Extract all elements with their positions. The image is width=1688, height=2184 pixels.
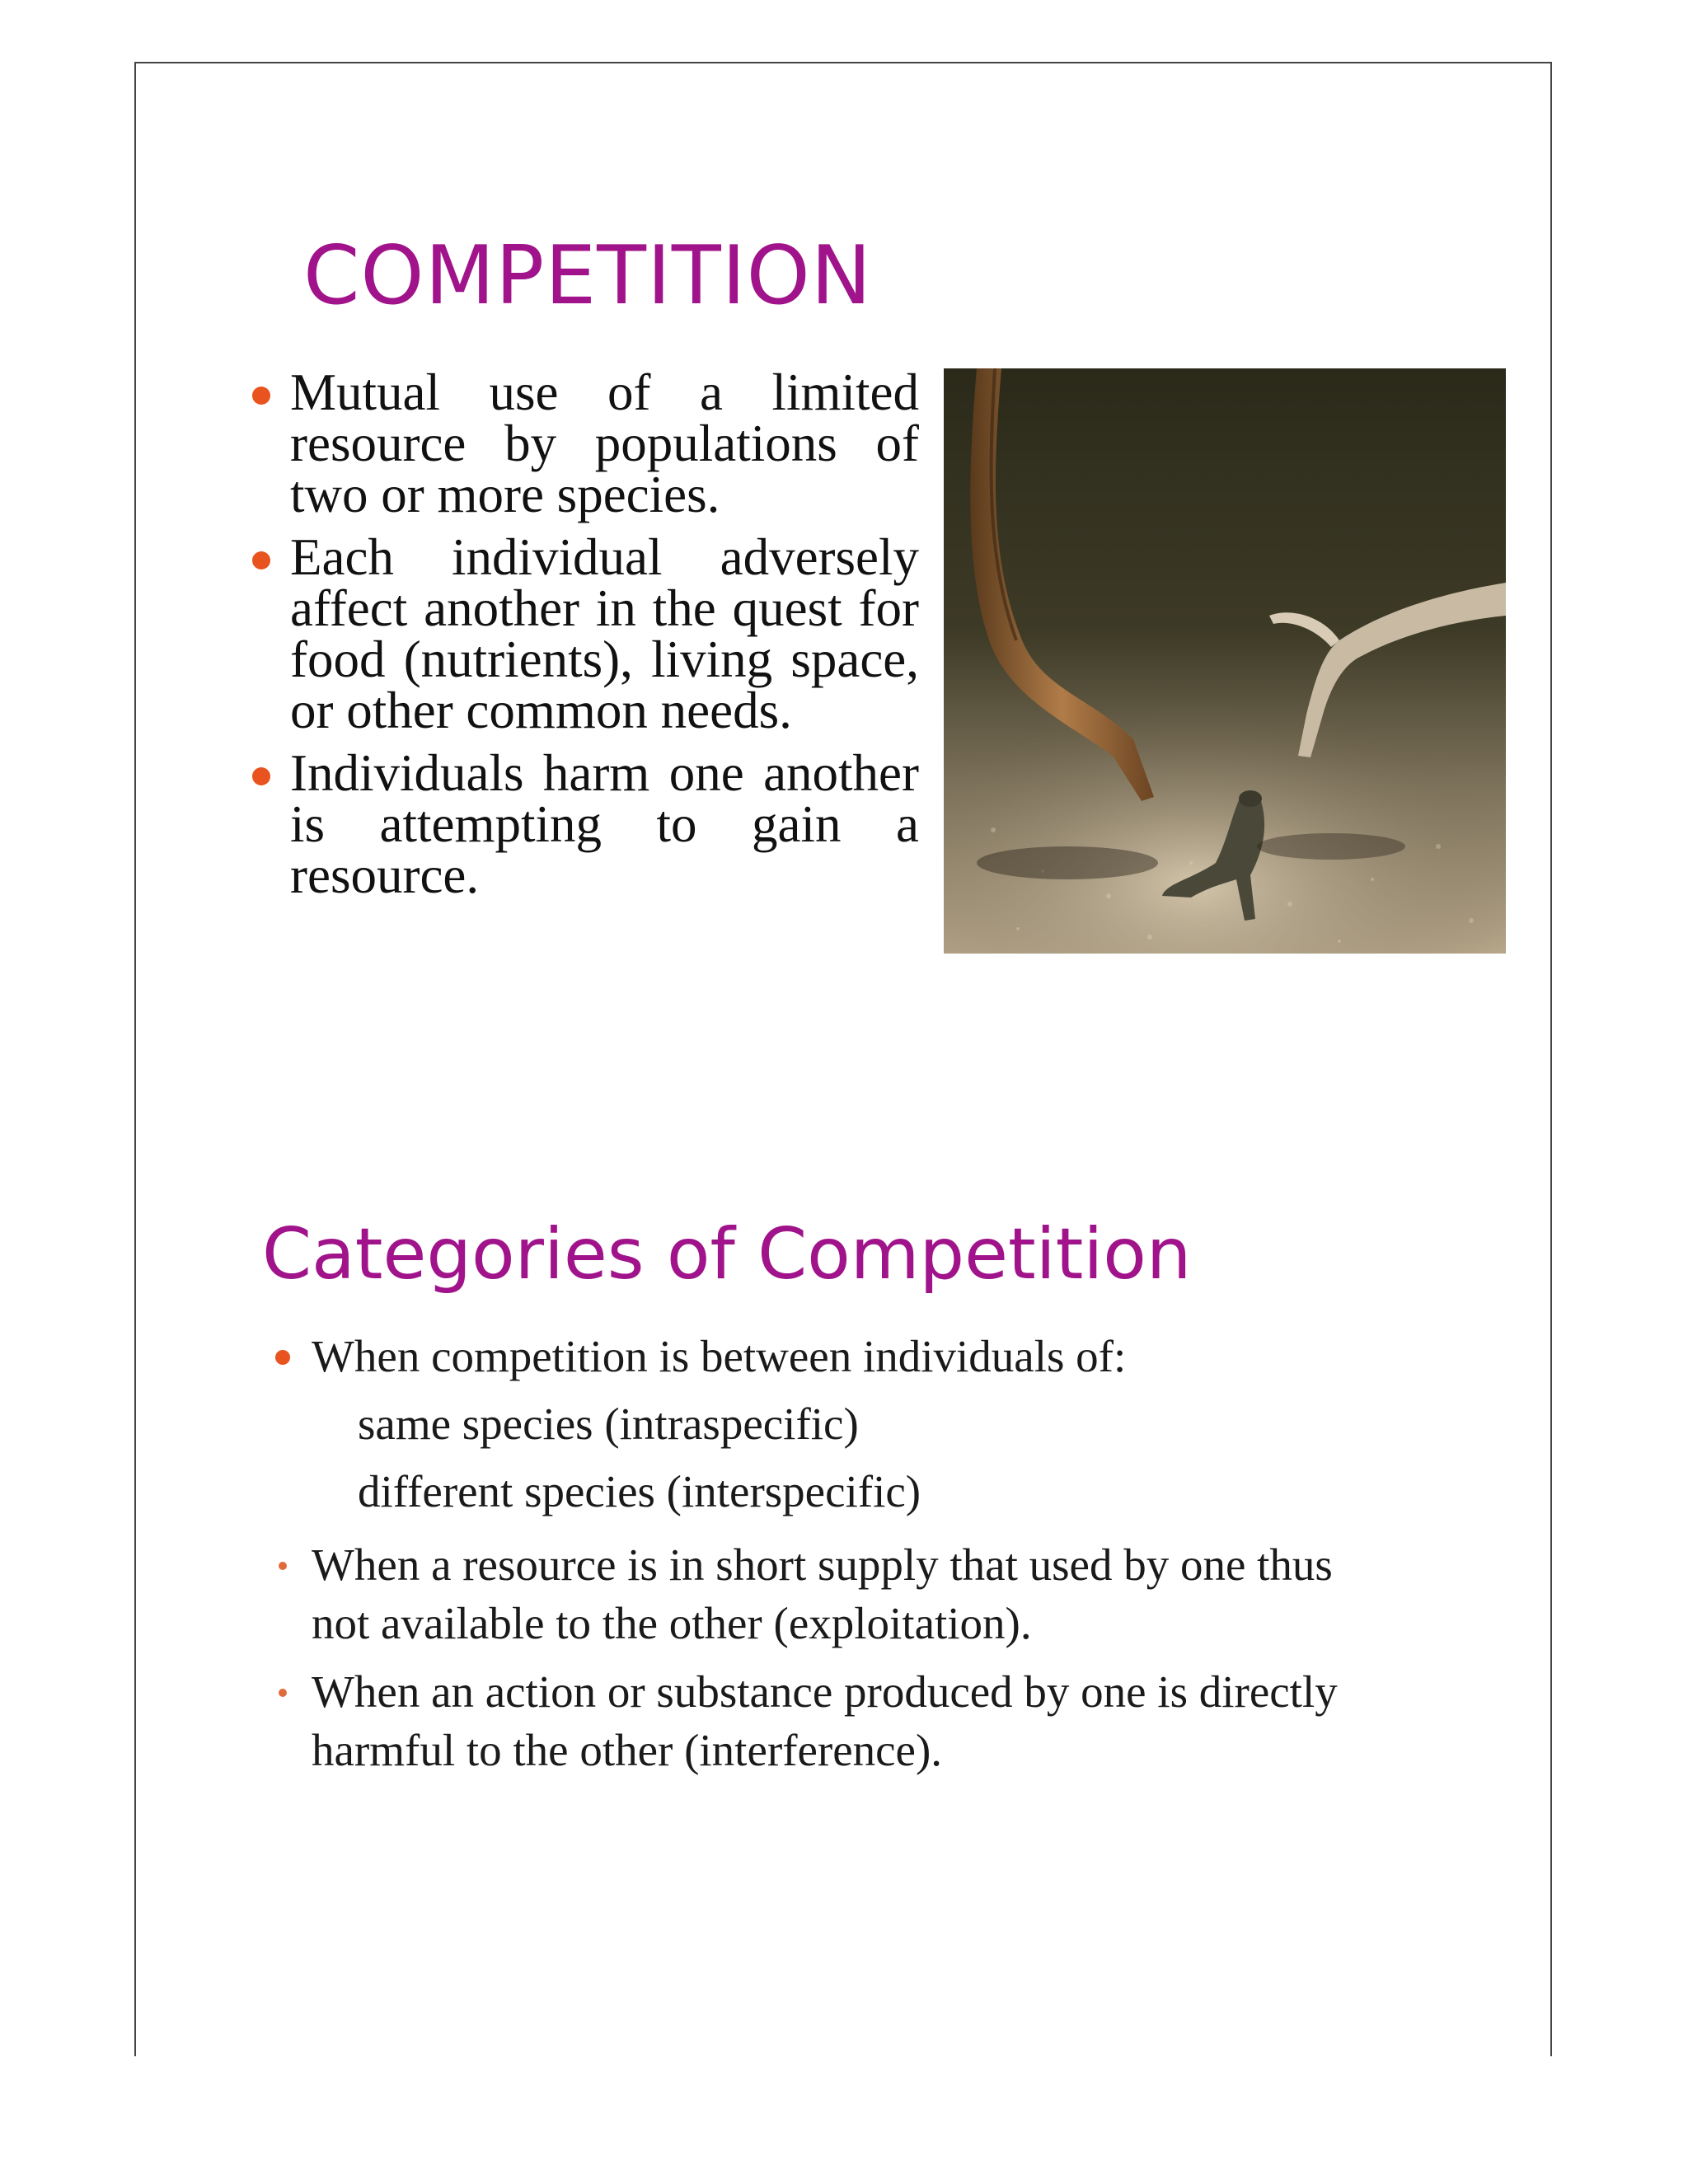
slide1-bullet (247, 744, 919, 904)
bullet-dot-icon (252, 387, 270, 405)
slide2-bullet-text: When an action or substance produced by one is directly harmful to the other (interference). (312, 1666, 1338, 1775)
slide1-title: COMPETITION (303, 229, 873, 323)
slide1-bullet (247, 528, 919, 739)
slide1-bullet-text: Mutual use of a limited resource by populations of two or more species. (290, 363, 919, 523)
slide1-bullet-list (247, 363, 919, 912)
bullet-dot-icon (252, 767, 270, 785)
slide2-bullet (272, 1327, 1343, 1526)
slide2-sub-item: different species (interspecific) (358, 1466, 921, 1516)
slide2-bullet-text: When a resource is in short supply that used by one thus not available to the other (exploitation). (312, 1540, 1333, 1648)
slide1-bullet-text: Individuals harm one another is attempting to gain a resource. (290, 744, 919, 904)
slide2-sub-item: same species (intraspecific) (358, 1399, 859, 1449)
bullet-dot-icon (275, 1350, 290, 1365)
slide2-title: Categories of Competition (262, 1213, 1192, 1296)
bullet-dot-icon (279, 1689, 287, 1697)
slide2-bullet-text: When competition is between individuals of: (312, 1331, 1127, 1381)
animals-competing-photo (944, 368, 1506, 954)
slide1-bullet (247, 363, 919, 523)
bullet-dot-icon (252, 551, 270, 569)
slide2-bullet-list (272, 1327, 1343, 1789)
bullet-dot-icon (279, 1562, 287, 1570)
slide1-bullet-text: Each individual adversely affect another in the quest for food (nutrients), living space, or other common needs. (290, 528, 919, 739)
slide2-bullet (272, 1535, 1343, 1652)
slide2-bullet (272, 1662, 1343, 1779)
